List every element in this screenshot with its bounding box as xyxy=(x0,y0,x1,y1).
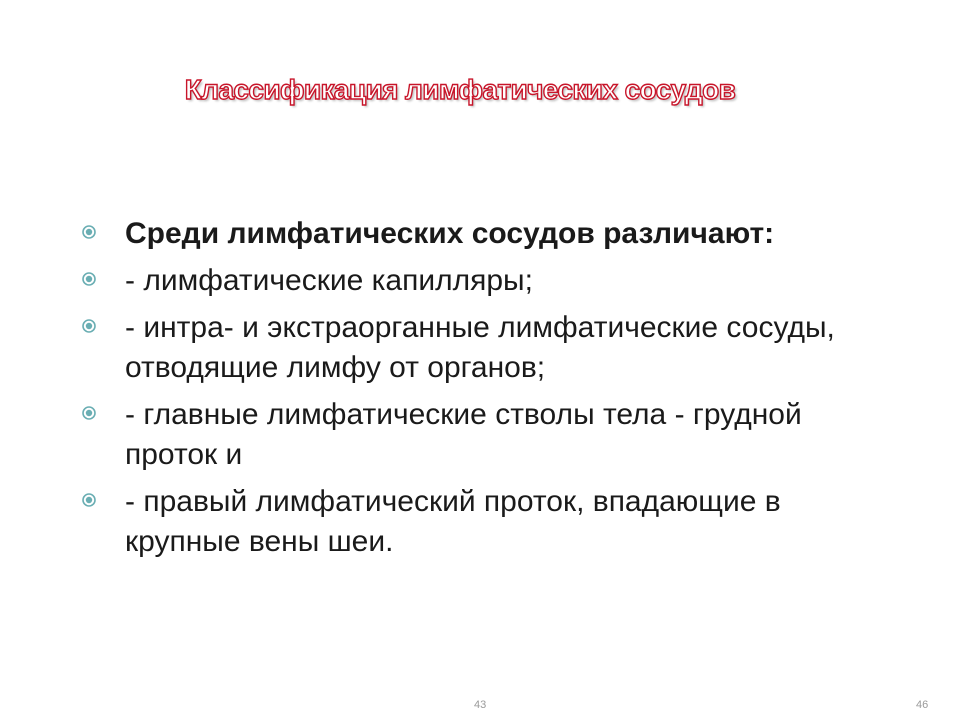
slide-title-text: Классификация лимфатических сосудов xyxy=(184,74,736,105)
list-item xyxy=(82,261,882,301)
list-item xyxy=(82,395,882,475)
bullet-list xyxy=(82,214,882,569)
slide-title xyxy=(0,74,960,106)
radio-bullet-icon xyxy=(82,319,96,333)
page-number-center: 43 xyxy=(474,699,487,711)
list-item-text: - главные лимфатические стволы тела - грудной проток и xyxy=(125,398,802,471)
radio-bullet-icon xyxy=(82,406,96,420)
page-number-right: 46 xyxy=(916,699,929,711)
list-item xyxy=(82,308,882,388)
list-item xyxy=(82,482,882,562)
list-item-text: - правый лимфатический проток, впадающие в крупные вены шеи. xyxy=(125,485,781,558)
list-item xyxy=(82,214,882,254)
radio-bullet-icon xyxy=(82,272,96,286)
list-item-text: - интра- и экстраорганные лимфатические сосуды, отводящие лимфу от органов; xyxy=(125,311,835,384)
radio-bullet-icon xyxy=(82,225,96,239)
list-item-text: - лимфатические капилляры; xyxy=(125,264,533,297)
list-item-text: Среди лимфатических сосудов различают: xyxy=(125,217,775,250)
radio-bullet-icon xyxy=(82,493,96,507)
